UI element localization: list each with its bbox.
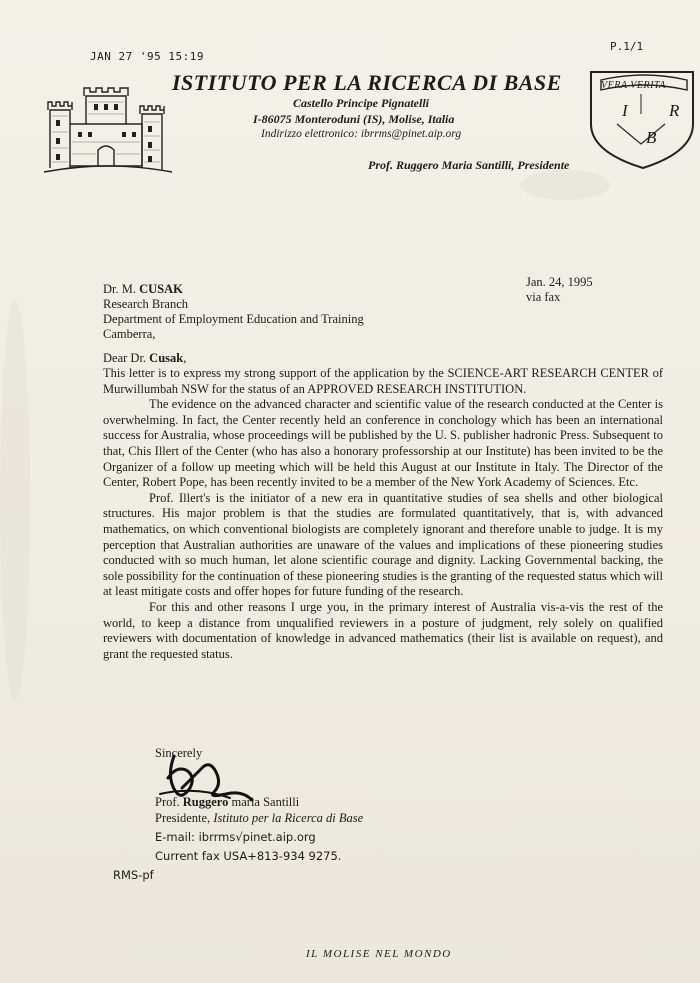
recipient-title: Dr. M. [103,282,140,296]
recipient-branch: Research Branch [103,297,189,311]
paper-stain [0,300,30,700]
recipient-department: Department of Employment Education and Training [103,312,364,326]
salutation [103,351,186,366]
signer-prefix: Prof. [155,795,183,809]
crest-motto: VERA VERITA [601,80,666,91]
footer-motto: IL MOLISE NEL MONDO [306,948,452,960]
fax-timestamp: JAN 27 '95 15:19 [90,50,204,63]
crest-letter-r: R [669,101,680,120]
delivery-method: via fax [526,290,561,304]
institute-title: ISTITUTO PER LA RICERCA DI BASE [172,70,562,95]
recipient-city: Camberra, [103,327,156,341]
body-paragraph: The evidence on the advanced character and scientific value of the research conducted at the Center is overwhelming. In fact, the Center recently held an conference in conchology which has been an international success for Australia, whose proceedings will be published by the U. S. publisher hadronic Press. Subsequent to that, Chis Illert of the Center (who has also a honorary professorship at our Institute) has been invited to be the Organizer of a follow up meeting which will be held this August at our Institute in Italy. The Director of the Center, Robert Pope, has been recently invited to be a member of the New York Academy of Sciences. Etc. [103,397,663,490]
crest-letter-i: I [622,101,628,120]
recipient-block [103,282,364,342]
signer-first-name: Ruggero [182,795,229,809]
salutation-punct: , [183,351,187,365]
closing: Sincerely [155,746,203,760]
typist-initials: RMS-pf [113,868,154,882]
letter-date: Jan. 24, 1995 [526,275,593,289]
paper-stain [520,170,610,200]
president-line: Prof. Ruggero Maria Santilli, Presidente [368,158,570,172]
institute-address: I-86075 Monteroduni (IS), Molise, Italia [253,112,455,126]
institute-email-line: Indirizzo elettronico: ibrrms@pinet.aip.org [261,128,462,140]
letter-body [103,366,663,662]
recipient-name: CUSAK [139,282,183,296]
date-block [526,275,593,305]
signer-name-line [155,795,299,810]
fax-page-number: P.1/1 [610,40,644,53]
signer-title-line [155,811,363,826]
signer-email: E-mail: ibrrms√pinet.aip.org [155,830,316,844]
castle-logo-icon [38,76,178,184]
signer-fax: Current fax USA+813-934 9275. [155,849,342,863]
crest-letter-b: B [646,128,657,147]
signer-role: Presidente, [155,811,214,825]
body-paragraph: This letter is to express my strong support of the application by the SCIENCE-ART RESEARCH CENTER of Murwillumbah NSW for the status of an APPROVED RESEARCH INSTITUTION. [103,366,663,396]
salutation-name: Cusak [149,351,184,365]
signer-surname: maria Santilli [228,795,300,809]
recipient-name-line [103,282,364,297]
body-paragraph: Prof. Illert's is the initiator of a new era in quantitative studies of sea shells and other biological structures. His major problem is that the studies are formulated quantitatively, that is, with advanced mathematics, on which conventional biologists are completely ignorant and therefore unable to judge. It is my perception that Australian authorities are unaware of the values and implications of these pioneering studies conducted with so much human, let alone scientific courage and dignity. Lacking Governmental backing, the sole possibility for the continuation of these pioneering studies is the granting of the requested status which will at least mitigate costs and offer hopes for future funding of the research. [103,490,663,599]
body-paragraph: For this and other reasons I urge you, in the primary interest of Australia vis-a-vis the rest of the world, to keep a distance from unqualified reviewers in a posture of judgment, rely solely on qualified reviewers with documentation of knowledge in advanced mathematics (their list is available on request), and grant the requested status. [103,599,663,661]
institute-castle: Castello Principe Pignatelli [293,96,429,110]
salutation-prefix: Dear Dr. [103,351,150,365]
signer-institute: Istituto per la Ricerca di Base [213,811,364,825]
